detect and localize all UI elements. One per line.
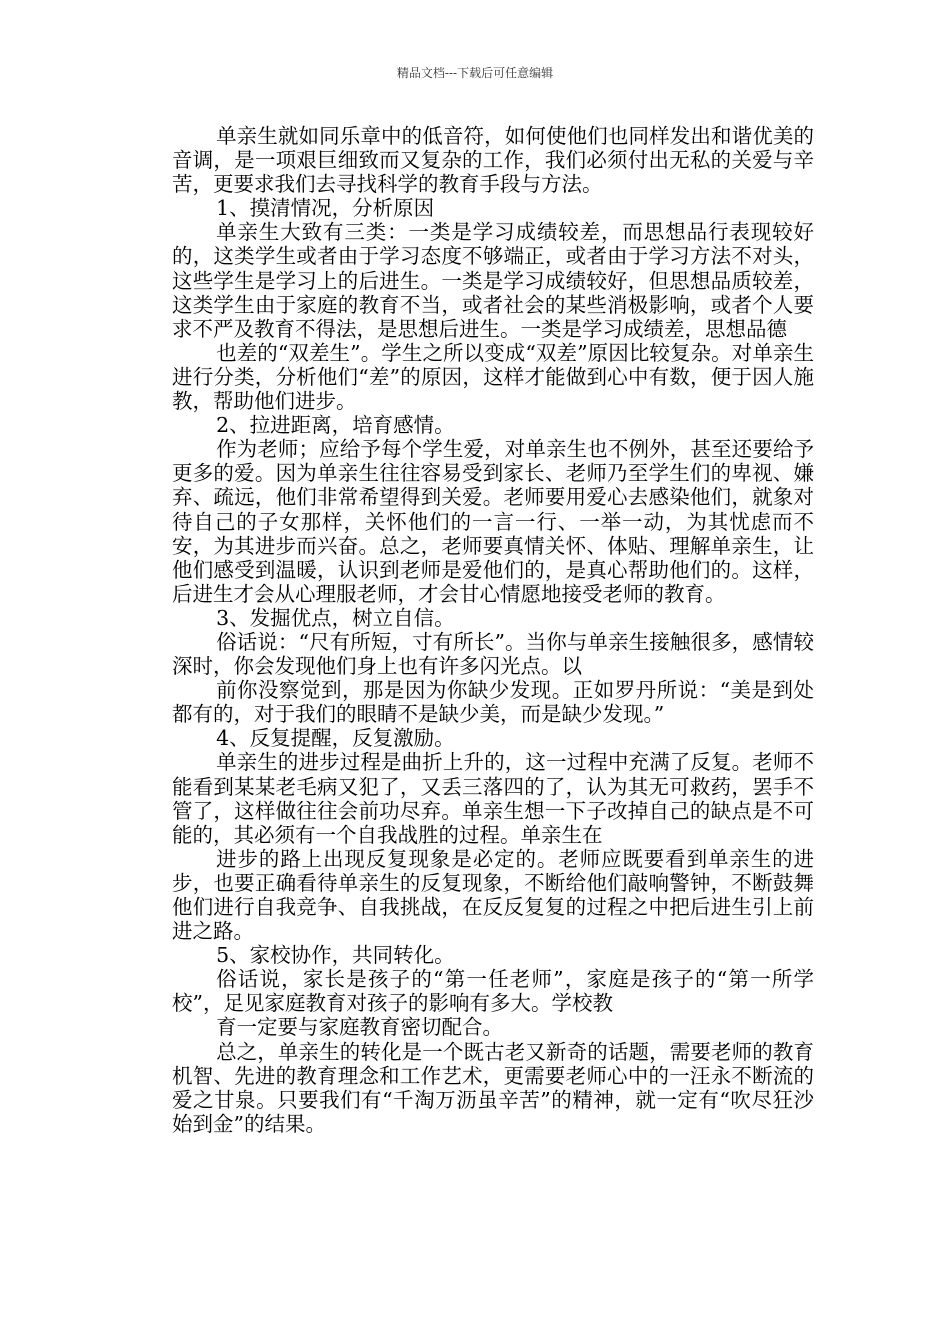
paragraph-intro: 单亲生就如同乐章中的低音符，如何使他们也同样发出和谐优美的音调，是一项艰巨细致而又复杂的工作，我们必须付出无私的关爱与辛苦，更要求我们去寻找科学的教育手段与方法。 — [172, 124, 814, 197]
section-heading-1: 1、摸清情况，分析原因 — [216, 196, 435, 221]
paragraph-section-5b: 育一定要与家庭教育密切配合。 — [216, 1015, 504, 1040]
paragraph-section-2: 作为老师；应给予每个学生爱，对单亲生也不例外，甚至还要给予更多的爱。因为单亲生往往容易受到家长、老师乃至学生们的卑视、嫌弃、疏远，他们非常希望得到关爱。老师要用爱心去感染他们，就象对待自己的子女那样，关怀他们的一言一行、一举一动，为其忧虑而不安，为其进步而兴奋。总之，老师要真情关怀、体贴、理解单亲生，让他们感受到温暖，认识到老师是爱他们的，是真心帮助他们的。这样，后进生才会从心理服老师，才会甘心情愿地接受老师的教育。 — [172, 437, 814, 606]
section-heading-3: 3、发掘优点，树立自信。 — [216, 605, 455, 630]
paragraph-section-3b: 前你没察觉到，那是因为你缺少发现。正如罗丹所说：“美是到处都有的，对于我们的眼睛不是缺少美，而是缺少发现。” — [172, 678, 814, 727]
paragraph-conclusion: 总之，单亲生的转化是一个既古老又新奇的话题，需要老师的教育机智、先进的教育理念和工作艺术，更需要老师心中的一汪永不断流的爱之甘泉。只要我们有“千淘万沥虽辛苦”的精神，就一定有“吹尽狂沙始到金”的结果。 — [172, 1039, 814, 1136]
section-heading-4: 4、反复提醒，反复激励。 — [216, 726, 455, 751]
paragraph-section-5a: 俗话说，家长是孩子的“第一任老师”，家庭是孩子的“第一所学校”，足见家庭教育对孩子的影响有多大。学校教 — [172, 967, 814, 1016]
paragraph-section-3a: 俗话说：“尺有所短，寸有所长”。当你与单亲生接触很多，感情较深时，你会发现他们身上也有许多闪光点。以 — [172, 629, 814, 679]
paragraph-section-1a: 单亲生大致有三类：一类是学习成绩较差，而思想品行表现较好的，这类学生或者由于学习态度不够端正，或者由于学习方法不对头，这些学生是学习上的后进生。一类是学习成绩较好，但思想品质较差，这类学生由于家庭的教育不当，或者社会的某些消极影响，或者个人要求不严及教育不得法，是思想后进生。一类是学习成绩差，思想品德 — [172, 220, 814, 341]
paragraph-section-1b: 也差的“双差生”。学生之所以变成“双差”原因比较复杂。对单亲生进行分类，分析他们“差”的原因，这样才能做到心中有数，便于因人施教，帮助他们进步。 — [172, 340, 814, 414]
document-body — [172, 124, 814, 1136]
section-heading-5: 5、家校协作，共同转化。 — [216, 943, 455, 968]
section-heading-2: 2、拉进距离，培育感情。 — [216, 413, 455, 438]
paragraph-section-4b: 进步的路上出现反复现象是必定的。老师应既要看到单亲生的进步，也要正确看待单亲生的反复现象，不断给他们敲响警钟，不断鼓舞他们进行自我竞争、自我挑战，在反反复复的过程之中把后进生引上前进之路。 — [172, 846, 814, 944]
paragraph-section-4a: 单亲生的进步过程是曲折上升的，这一过程中充满了反复。老师不能看到某某老毛病又犯了，又丢三落四的了，认为其无可救药，罢手不管了，这样做往往会前功尽弃。单亲生想一下子改掉自己的缺点是不可能的，其必须有一个自我战胜的过程。单亲生在 — [172, 750, 814, 847]
page-header: 精品文档---下载后可任意编辑 — [396, 66, 554, 80]
